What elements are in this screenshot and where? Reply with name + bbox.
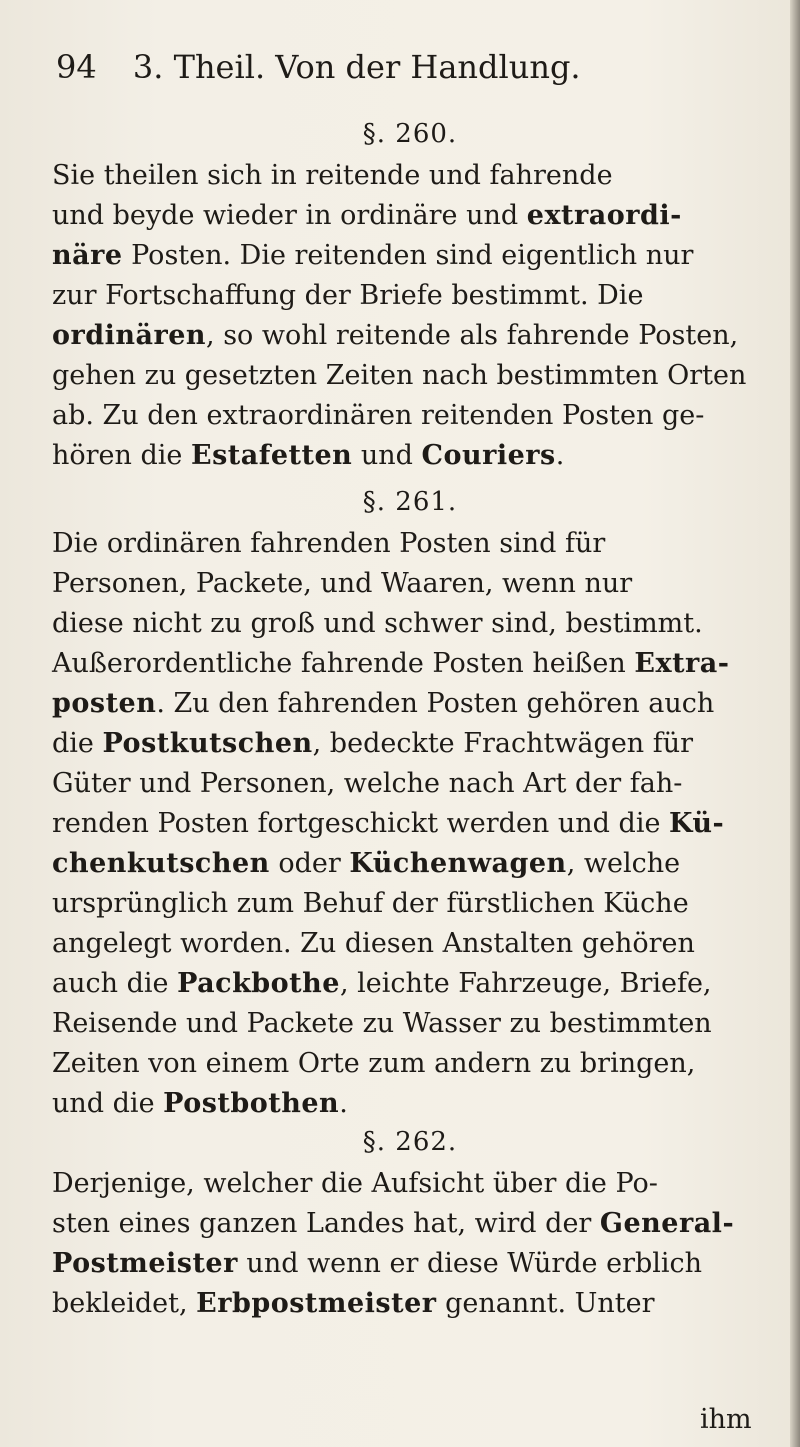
text-line: Reisende und Packete zu Wasser zu bestimmten <box>52 1008 712 1039</box>
text-line: posten. Zu den fahrenden Posten gehören auch <box>52 688 715 719</box>
emphasized-term: Kü- <box>669 808 725 839</box>
text-line: Derjenige, welcher die Aufsicht über die Po- <box>52 1168 658 1199</box>
text-line: gehen zu gesetzten Zeiten nach bestimmten Orten <box>52 360 747 391</box>
emphasized-term: Küchenwagen <box>349 848 567 879</box>
text-line: chenkutschen oder Küchenwagen, welche <box>52 848 681 879</box>
text-line: und die Postbothen. <box>52 1088 348 1119</box>
text-line: Güter und Personen, welche nach Art der fah- <box>52 768 683 799</box>
text-line: Personen, Packete, und Waaren, wenn nur <box>52 568 633 599</box>
emphasized-term: Postmeister <box>52 1248 238 1279</box>
emphasized-term: Packbothe <box>177 968 340 999</box>
text-line: renden Posten fortgeschickt werden und die Kü- <box>52 808 725 839</box>
emphasized-term: näre <box>52 240 123 271</box>
text-line: sten eines ganzen Landes hat, wird der General- <box>52 1208 735 1239</box>
section-number: §. 262. <box>362 1127 458 1157</box>
emphasized-term: Extra- <box>634 648 730 679</box>
text-line: hören die Estafetten und Couriers. <box>52 440 565 471</box>
emphasized-term: Couriers <box>421 440 556 471</box>
emphasized-term: Postkutschen <box>102 728 313 759</box>
text-line: Sie theilen sich in reitende und fahrende <box>52 160 613 191</box>
text-line: die Postkutschen, bedeckte Frachtwägen für <box>52 728 694 759</box>
text-line: ab. Zu den extraordinären reitenden Posten ge- <box>52 400 705 431</box>
emphasized-term: extraordi- <box>526 200 682 231</box>
section-number: §. 260. <box>362 119 458 149</box>
running-header <box>56 40 756 94</box>
section-paragraph <box>52 156 768 476</box>
emphasized-term: Erbpostmeister <box>196 1288 437 1319</box>
section-paragraph <box>52 1164 768 1324</box>
section-paragraph <box>52 524 768 1124</box>
text-line: bekleidet, Erbpostmeister genannt. Unter <box>52 1288 655 1319</box>
text-line: diese nicht zu groß und schwer sind, bestimmt. <box>52 608 703 639</box>
section-262 <box>52 1120 768 1324</box>
section-261 <box>52 480 768 1124</box>
chapter-title: 3. Theil. Von der Handlung. <box>132 48 581 86</box>
section-number: §. 261. <box>362 487 458 517</box>
text-line: auch die Packbothe, leichte Fahrzeuge, Briefe, <box>52 968 712 999</box>
emphasized-term: chenkutschen <box>52 848 270 879</box>
emphasized-term: Estafetten <box>190 440 353 471</box>
text-line: Zeiten von einem Orte zum andern zu bringen, <box>52 1048 696 1079</box>
text-line: Die ordinären fahrenden Posten sind für <box>52 528 606 559</box>
catchword: ihm <box>700 1404 752 1435</box>
text-line: näre Posten. Die reitenden sind eigentlich nur <box>52 240 694 271</box>
emphasized-term: ordinären <box>52 320 207 351</box>
emphasized-term: posten <box>52 688 157 719</box>
emphasized-term: General- <box>599 1208 735 1239</box>
text-line: Außerordentliche fahrende Posten heißen Extra- <box>52 648 730 679</box>
page-edge-shadow <box>790 0 800 1447</box>
text-line: Postmeister und wenn er diese Würde erblich <box>52 1248 703 1279</box>
text-line: zur Fortschaffung der Briefe bestimmt. Die <box>52 280 644 311</box>
text-line: ordinären, so wohl reitende als fahrende Posten, <box>52 320 739 351</box>
text-line: angelegt worden. Zu diesen Anstalten gehören <box>52 928 695 959</box>
text-line: ursprünglich zum Behuf der fürstlichen Küche <box>52 888 689 919</box>
emphasized-term: Postbothen <box>163 1088 340 1119</box>
section-260 <box>52 112 768 476</box>
text-line: und beyde wieder in ordinäre und extraordi- <box>52 200 682 231</box>
page-number: 94 <box>56 48 97 86</box>
